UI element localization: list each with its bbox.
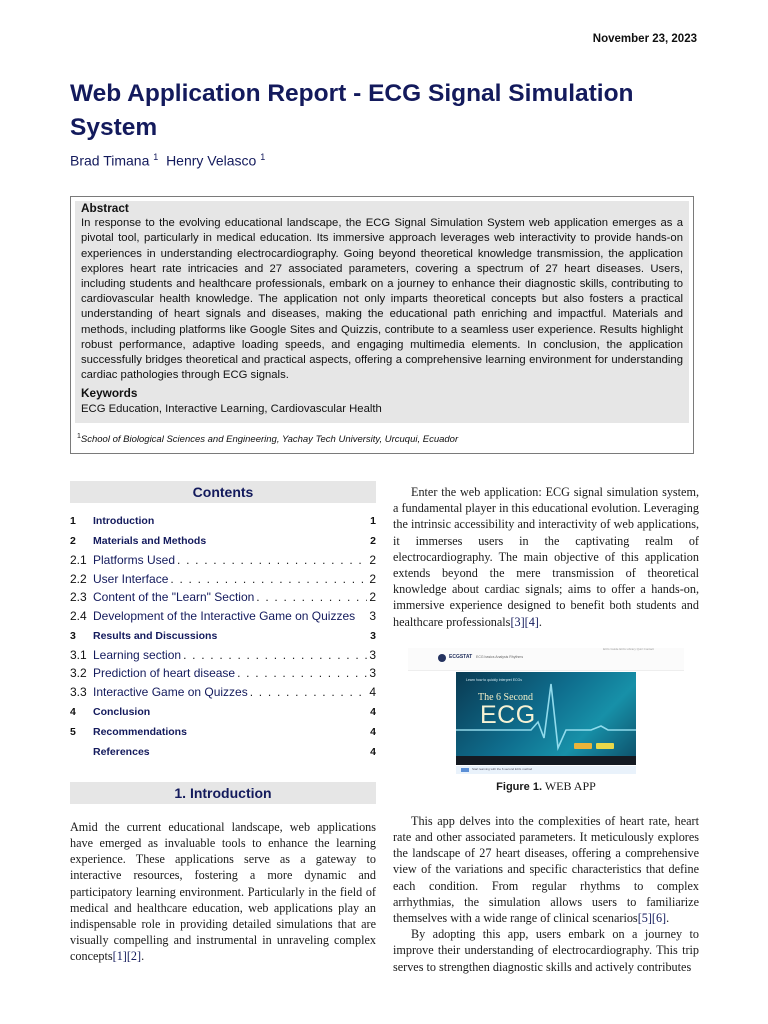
toc-entry[interactable] — [70, 683, 376, 702]
paper-title: Web Application Report - ECG Signal Simulation System — [70, 80, 634, 141]
affiliation — [77, 433, 458, 445]
figure-top-links: ECG Guide ECG Library Quiz Contact — [603, 646, 654, 651]
toc-number: 3.1 — [70, 647, 87, 662]
toc-page-number: 3 — [369, 647, 376, 662]
sentence-end: . — [141, 949, 145, 964]
figure-label: Figure 1. — [496, 780, 543, 793]
toc-page-number: 4 — [370, 725, 376, 738]
author-name: Brad Timana — [70, 152, 150, 169]
toc-dot-leader — [237, 664, 367, 683]
toc-entry[interactable] — [70, 626, 376, 646]
toc-title[interactable]: Recommendations — [93, 725, 187, 738]
sentence-end: . — [538, 614, 542, 629]
toc-entry[interactable] — [70, 588, 376, 607]
left-column — [70, 481, 376, 965]
toc-entry[interactable] — [70, 511, 376, 531]
toc-title[interactable]: Learning section — [93, 647, 182, 662]
toc-number: 4 — [70, 705, 76, 718]
affiliation-mark: 1 — [77, 432, 81, 440]
toc-title[interactable]: Results and Discussions — [93, 629, 218, 642]
toc-page-number: 3 — [370, 629, 376, 642]
right-text-bottom — [393, 813, 699, 975]
toc-entry[interactable] — [70, 702, 376, 722]
affiliation-text: School of Biological Sciences and Engineering, Yachay Tech University, Urcuqui, Ecuador — [80, 434, 459, 445]
figure-video-banner — [456, 672, 636, 765]
keywords-heading: Keywords — [81, 386, 138, 401]
figure-video-controls — [456, 756, 636, 765]
toc-entry[interactable] — [70, 570, 376, 589]
affiliation-mark: 1 — [153, 152, 159, 162]
heart-logo-icon — [438, 654, 446, 662]
toc-number: 2.4 — [70, 609, 87, 624]
toc-page-number: 2 — [369, 590, 376, 605]
table-of-contents — [70, 511, 376, 762]
toc-dot-leader — [256, 588, 367, 607]
toc-number: 3.2 — [70, 666, 87, 681]
toc-title[interactable]: Development of the Interactive Game on Quizzes — [93, 609, 356, 624]
web-app-figure — [408, 648, 684, 776]
toc-number: 5 — [70, 725, 76, 738]
toc-entry[interactable] — [70, 607, 376, 626]
author-name: Henry Velasco — [166, 152, 257, 169]
toc-page-number: 4 — [369, 685, 376, 700]
right-paragraph-1: Enter the web application: ECG signal simulation system, a fundamental player in this educational evolution. Leveraging the intrinsic accessibility and interactivity of web applications, it immerses users in the captivating realm of electrocardiography. The main objective of this application extends beyond the mere transmission of theoretical knowledge about cardiac signals; aims to offer a hands-on, immersive experience designed to benefit both students and healthcare professionals — [393, 485, 699, 629]
report-date: November 23, 2023 — [592, 33, 697, 45]
toc-page-number: 4 — [370, 705, 376, 718]
introduction-text — [70, 819, 376, 965]
citation-link[interactable]: [3][4] — [510, 614, 539, 629]
toc-page-number: 2 — [369, 553, 376, 567]
figure-video-the6: The 6 Second — [478, 691, 533, 703]
toc-dot-leader — [250, 683, 368, 702]
toc-page-number: 3 — [369, 609, 376, 624]
toc-page-number: 3 — [369, 666, 376, 681]
figure-video-blurb: Learn how to quickly interpret ECGs — [466, 677, 523, 682]
toc-page-number: 1 — [370, 515, 376, 527]
toc-number: 2.1 — [70, 553, 87, 567]
abstract-heading: Abstract — [81, 201, 129, 215]
toc-title[interactable]: Interactive Game on Quizzes — [93, 685, 248, 700]
sentence-end: . — [666, 911, 670, 926]
figure-cta-text: Start learning with the 6 second ECG method — [472, 766, 533, 771]
abstract-content — [81, 201, 683, 417]
right-paragraph-2: This app delves into the complexities of heart rate, heart rate and other associated parameters. It meticulously explores the landscape of 27 heart diseases, offering a comprehensive view of the variations and specific characteristics that define each condition. From regular rhythms to complex arrhythmias, the simulation allows users to familiarize themselves with a wide range of clinical scenarios — [393, 813, 699, 926]
keywords-text: ECG Education, Interactive Learning, Cardiovascular Health — [81, 402, 382, 415]
toc-dot-leader — [177, 551, 367, 570]
toc-dot-leader — [170, 570, 367, 589]
right-column — [393, 484, 699, 975]
contents-heading: Contents — [70, 481, 376, 503]
toc-title[interactable]: Content of the "Learn" Section — [93, 590, 255, 605]
figure-nav-links: ECG basics Analysis Rhythms — [476, 654, 524, 659]
figure-video-ecg: ECG — [480, 700, 536, 729]
toc-entry[interactable] — [70, 664, 376, 683]
toc-number: 2 — [70, 535, 76, 547]
toc-page-number: 2 — [369, 571, 376, 586]
toc-number: 1 — [70, 515, 76, 527]
toc-page-number: 2 — [370, 535, 376, 547]
toc-title[interactable]: Prediction of heart disease — [93, 666, 236, 681]
toc-entry[interactable] — [70, 531, 376, 551]
right-paragraph-3: By adopting this app, users embark on a journey to improve their understanding of electrocardiography. This trip serves to strengthen diagnostic skills and actively contributes — [393, 927, 699, 974]
toc-number: 2.3 — [70, 590, 87, 605]
abstract-box — [70, 196, 694, 454]
toc-entry[interactable] — [70, 742, 376, 762]
citation-link[interactable]: [5][6] — [637, 911, 667, 926]
toc-title[interactable]: Conclusion — [93, 705, 151, 718]
figure-cta-button — [461, 768, 469, 772]
toc-entry[interactable] — [70, 722, 376, 742]
toc-number: 3.3 — [70, 685, 87, 700]
introduction-heading: 1. Introduction — [70, 782, 376, 804]
intro-paragraph: Amid the current educational landscape, web applications have emerged as invaluable tools to enhance the learning experience. These applications serve as a gateway to interactive resources, fostering a more dynamic and participatory learning environment. Particularly in the field of medical and healthcare education, web applications play an indispensable role in providing detailed simulations that are visually compelling and instrumental in unraveling complex concepts — [70, 819, 376, 964]
toc-title[interactable]: Materials and Methods — [93, 535, 207, 547]
figure-video-button — [574, 743, 592, 749]
figure-video-button — [596, 743, 614, 749]
toc-title[interactable]: User Interface — [93, 571, 169, 586]
toc-title[interactable]: Introduction — [93, 515, 155, 527]
toc-page-number: 4 — [370, 745, 376, 758]
toc-title[interactable]: Platforms Used — [93, 553, 176, 567]
figure-caption — [393, 779, 699, 794]
figure-caption-text: WEB APP — [544, 778, 596, 793]
toc-number: 3 — [70, 629, 76, 642]
figure-cta-bar — [456, 766, 636, 774]
figure-navbar — [408, 648, 684, 671]
toc-number: 2.2 — [70, 571, 87, 586]
toc-dot-leader — [183, 646, 367, 665]
citation-link[interactable]: [1][2] — [112, 949, 142, 964]
author-list — [70, 152, 265, 169]
figure-brand: ECGSTAT — [449, 653, 473, 660]
toc-entry[interactable] — [70, 646, 376, 665]
abstract-text: In response to the evolving educational landscape, the ECG Signal Simulation System web application emerges as a pivotal tool, particularly in medical education. Its immersive approach leverages web interactivity to provide hands-on experiences in understanding electrocardiography. Going beyond theoretical knowledge transmission, the application explores heart rate intricacies and 27 associated parameters, covering a spectrum of 27 heart diseases. Users, including students and healthcare professionals, embark on a journey to enhance their diagnostic skills, contributing to cardiovascular health knowledge. The application not only imparts theoretical concepts but also fosters a practical understanding of heart signals and diseases, making the educational path enriching and impactful. Materials and methods, including platforms like Google Sites and Quizzis, contribute to a seamless user experience. Results highlight robust performance, adaptive loading speeds, and engaging multimedia elements. In conclusion, the application successfully bridges theoretical and practical aspects, offering a comprehensive learning environment for understanding cardiac pathologies through ECG signals. — [81, 217, 683, 382]
toc-title[interactable]: References — [93, 745, 150, 758]
toc-entry[interactable] — [70, 551, 376, 570]
right-text-top — [393, 484, 699, 630]
affiliation-mark: 1 — [260, 152, 266, 162]
